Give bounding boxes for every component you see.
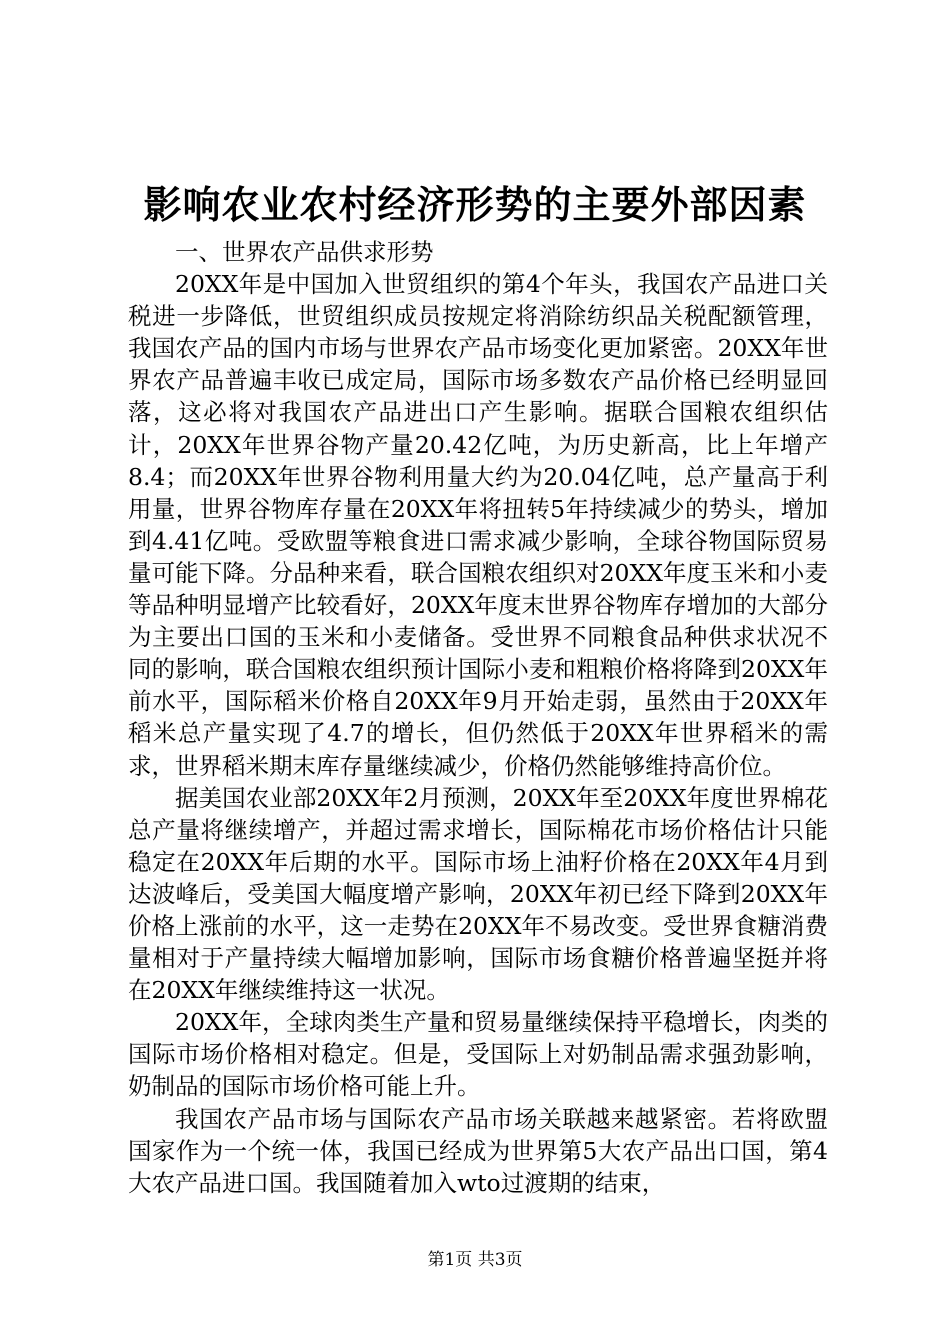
paragraph-2: 据美国农业部20XX年2月预测，20XX年至20XX年度世界棉花总产量将继续增产，并超过需求增长，国际棉花市场价格估计只能稳定在20XX年后期的水平。国际市场上油籽价格在20XX年4月到达波峰后，受美国大幅度增产影响，20XX年初已经下降到20XX年价格上涨前的水平，这一走势在20XX年不易改变。受世界食糖消费量相对于产量持续大幅增加影响，国际市场食糖价格普遍坚挺并将在20XX年继续维持这一状况。 [128, 783, 828, 1005]
paragraph-1: 20XX年是中国加入世贸组织的第4个年头，我国农产品进口关税进一步降低，世贸组织成员按规定将消除纺织品关税配额管理，我国农产品的国内市场与世界农产品市场变化更加紧密。20XX年世界农产品普遍丰收已成定局，国际市场多数农产品价格已经明显回落，这必将对我国农产品进出口产生影响。据联合国粮农组织估计，20XX年世界谷物产量20.42亿吨，为历史新高，比上年增产8.4；而20XX年世界谷物利用量大约为20.04亿吨，总产量高于利用量，世界谷物库存量在20XX年将扭转5年持续减少的势头，增加到4.41亿吨。受欧盟等粮食进口需求减少影响，全球谷物国际贸易量可能下降。分品种来看，联合国粮农组织对20XX年度玉米和小麦等品种明显增产比较看好，20XX年度末世界谷物库存增加的大部分为主要出口国的玉米和小麦储备。受世界不同粮食品种供求状况不同的影响，联合国粮农组织预计国际小麦和粗粮价格将降到20XX年前水平，国际稻米价格自20XX年9月开始走弱，虽然由于20XX年稻米总产量实现了4.7的增长，但仍然低于20XX年世界稻米的需求，世界稻米期末库存量继续减少，价格仍然能够维持高价位。 [128, 270, 828, 780]
document-body [128, 236, 828, 1199]
document-title: 影响农业农村经济形势的主要外部因素 [143, 182, 807, 227]
page-footer: 第1页 共3页 [427, 1250, 523, 1270]
paragraph-4: 我国农产品市场与国际农产品市场关联越来越紧密。若将欧盟国家作为一个统一体，我国已经成为世界第5大农产品出口国，第4大农产品进口国。我国随着加入wto过渡期的结束， [128, 1104, 828, 1197]
paragraph-3: 20XX年，全球肉类生产量和贸易量继续保持平稳增长，肉类的国际市场价格相对稳定。但是，受国际上对奶制品需求强劲影响，奶制品的国际市场价格可能上升。 [128, 1008, 828, 1101]
section-heading: 一、世界农产品供求形势 [175, 238, 434, 266]
